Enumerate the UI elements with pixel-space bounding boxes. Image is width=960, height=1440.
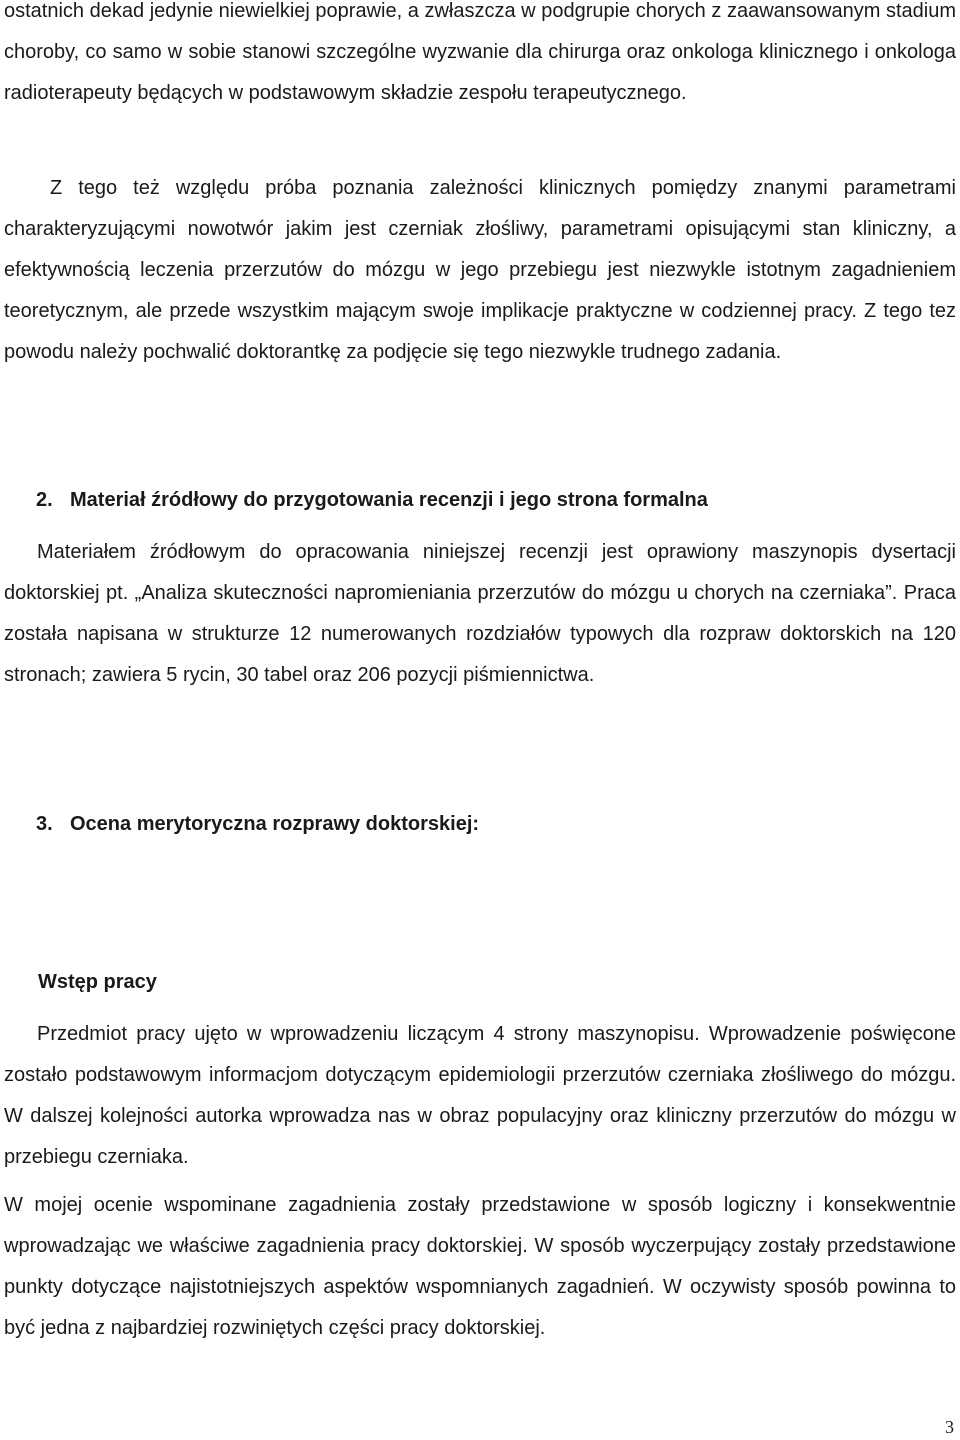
section-2-heading [36, 486, 708, 514]
section-3-title: Ocena merytoryczna rozprawy doktorskiej: [70, 813, 480, 835]
paragraph-continuation: ostatnich dekad jedynie niewielkiej poprawie, a zwłaszcza w podgrupie chorych z zaawansowanym stadium choroby, co samo w sobie stanowi szczególne wyzwanie dla chirurga oraz onkologa klinicznego i onkologa radioterapeuty będących w podstawowym składzie zespołu terapeutycznego. [4, 0, 956, 104]
intro-subheading: Wstęp pracy [38, 971, 157, 993]
paragraph-source-material: Materiałem źródłowym do opracowania niniejszej recenzji jest oprawiony maszynopis dysertacji doktorskiej pt. „Analiza skuteczności napromieniania przerzutów do mózgu u chorych na czerniaka”. Praca została napisana w strukturze 12 numerowanych rozdziałów typowych dla rozpraw doktorskich na 120 stronach; zawiera 5 rycin, 30 tabel oraz 206 pozycji piśmiennictwa. [4, 541, 956, 686]
section-3-heading [36, 810, 479, 838]
section-3-number: 3. [36, 813, 53, 835]
section-2-number: 2. [36, 489, 53, 511]
paragraph-introduction: Przedmiot pracy ujęto w wprowadzeniu liczącym 4 strony maszynopisu. Wprowadzenie poświęcone zostało podstawowym informacjom dotyczącym epidemiologii przerzutów czerniaka złośliwego do mózgu. W dalszej kolejności autorka wprowadza nas w obraz populacyjny oraz kliniczny przerzutów do mózgu w przebiegu czerniaka. [4, 1023, 956, 1168]
paragraph-assessment: W mojej ocenie wspominane zagadnienia zostały przedstawione w sposób logiczny i konsekwentnie wprowadzając we właściwe zagadnienia pracy doktorskiej. W sposób wyczerpujący zostały przedstawione punkty dotyczące najistotniejszych aspektów wspomnianych zagadnień. W oczywisty sposób powinna to być jedna z najbardziej rozwiniętych części pracy doktorskiej. [4, 1194, 956, 1339]
section-2-title: Materiał źródłowy do przygotowania recenzji i jego strona formalna [70, 489, 708, 511]
paragraph-research-significance: Z tego też względu próba poznania zależności klinicznych pomiędzy znanymi parametrami charakteryzującymi nowotwór jakim jest czerniak złośliwy, parametrami opisującymi stan kliniczny, a efektywnością leczenia przerzutów do mózgu w jego przebiegu jest niezwykle istotnym zagadnieniem teoretycznym, ale przede wszystkim mającym swoje implikacje praktyczne w codziennej pracy. Z tego tez powodu należy pochwalić doktorantkę za podjęcie się tego niezwykle trudnego zadania. [4, 177, 956, 363]
page-number: 3 [945, 1417, 954, 1437]
